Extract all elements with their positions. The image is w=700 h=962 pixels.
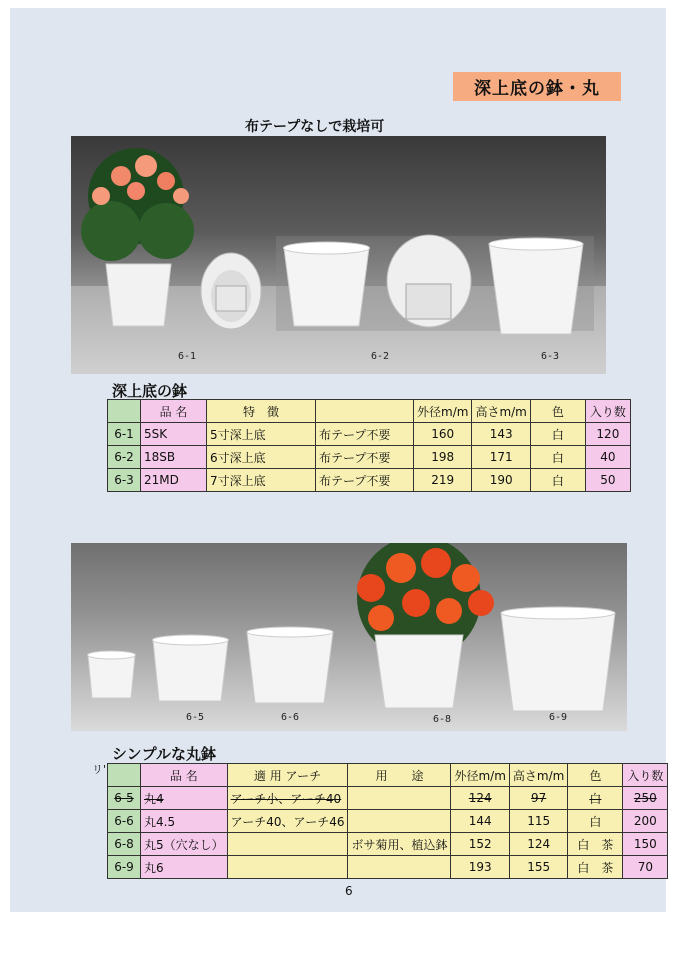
photo-label-6-2: 6-2: [371, 351, 390, 362]
cell-arch: [227, 856, 348, 879]
cell-diameter: 160: [414, 423, 472, 446]
cell-code: 6-1: [108, 423, 141, 446]
section-title-deep-pots: 深上底の鉢: [112, 382, 188, 400]
cell-feature: 5寸深上底: [207, 423, 316, 446]
product-photo-round-pots: [71, 543, 627, 731]
pot-6-5-image: [88, 651, 136, 698]
cell-color: 白 茶: [568, 833, 623, 856]
pot-6-3-image: [489, 238, 583, 334]
spec-table-round-pots: [107, 763, 668, 879]
section-title-round-pots: シンプルな丸鉢: [112, 745, 217, 763]
header-cell: 特 徴: [207, 400, 316, 423]
table-header-row: [108, 764, 668, 787]
photo-label-6-5: 6-5: [186, 712, 205, 723]
header-cell: 用 途: [348, 764, 451, 787]
header-cell: 外径m/m: [451, 764, 509, 787]
cell-height: 124: [509, 833, 567, 856]
photo-label-6-8: 6-8: [433, 714, 452, 725]
table-row: [108, 469, 631, 492]
header-cell: [108, 400, 141, 423]
page-number: 6: [345, 884, 353, 898]
cell-code: 6-2: [108, 446, 141, 469]
table-row: [108, 423, 631, 446]
cell-use: [348, 856, 451, 879]
cell-code: 6-8: [108, 833, 141, 856]
photo-label-6-3: 6-3: [541, 351, 560, 362]
header-cell: 適 用 アーチ: [227, 764, 348, 787]
cell-color: 白: [568, 810, 623, 833]
cell-quantity: 200: [623, 810, 668, 833]
header-cell: 外径m/m: [414, 400, 472, 423]
cell-quantity: 50: [585, 469, 630, 492]
cell-note: 布テープ不要: [316, 423, 414, 446]
pot-6-1-bottom-image: [201, 253, 261, 329]
cell-quantity: 120: [585, 423, 630, 446]
table-row: [108, 856, 668, 879]
cell-quantity: 70: [623, 856, 668, 879]
cell-name: 丸4.5: [141, 810, 228, 833]
photo-label-6-1: 6-1: [178, 351, 197, 362]
photo-label-6-9: 6-9: [549, 712, 568, 723]
header-cell: 色: [568, 764, 623, 787]
cell-quantity: 150: [623, 833, 668, 856]
cell-note: 布テープ不要: [316, 446, 414, 469]
cell-use: [348, 810, 451, 833]
header-cell: 高さm/m: [472, 400, 530, 423]
header-cell: 品 名: [141, 764, 228, 787]
cell-feature: 6寸深上底: [207, 446, 316, 469]
cell-height: 171: [472, 446, 530, 469]
cell-diameter: 144: [451, 810, 509, 833]
cell-color: 白: [530, 469, 585, 492]
cell-name: 丸4: [141, 787, 228, 810]
cell-use: [348, 787, 451, 810]
header-cell: 高さm/m: [509, 764, 567, 787]
table-header-row: [108, 400, 631, 423]
header-cell: 色: [530, 400, 585, 423]
cell-name: 丸5（穴なし）: [141, 833, 228, 856]
cell-code: 6-6: [108, 810, 141, 833]
cell-code: 6-5: [108, 787, 141, 810]
cell-height: 97: [509, 787, 567, 810]
cell-diameter: 193: [451, 856, 509, 879]
cell-color: 白: [530, 423, 585, 446]
photo-label-6-6: 6-6: [281, 712, 300, 723]
cell-name: 21MD: [141, 469, 207, 492]
cell-diameter: 219: [414, 469, 472, 492]
table-row: [108, 810, 668, 833]
cell-color: 白: [568, 787, 623, 810]
product-photo-deep-pots: [71, 136, 606, 374]
cell-name: 5SK: [141, 423, 207, 446]
header-cell: 品 名: [141, 400, 207, 423]
page-subtitle: 布テープなしで栽培可: [245, 119, 385, 135]
cell-height: 115: [509, 810, 567, 833]
cell-arch: アーチ小、アーチ40: [227, 787, 348, 810]
cell-arch: [227, 833, 348, 856]
cell-name: 丸6: [141, 856, 228, 879]
table-row: [108, 833, 668, 856]
header-cell: 入り数: [585, 400, 630, 423]
cell-quantity: 250: [623, 787, 668, 810]
spec-table-deep-pots: [107, 399, 631, 492]
handwritten-mark: リ': [92, 763, 107, 776]
cell-color: 白: [530, 446, 585, 469]
cell-quantity: 40: [585, 446, 630, 469]
cell-feature: 7寸深上底: [207, 469, 316, 492]
cell-use: ボサ菊用、植込鉢: [348, 833, 451, 856]
table-row-struck: [108, 787, 668, 810]
header-cell: [316, 400, 414, 423]
cell-name: 18SB: [141, 446, 207, 469]
pot-6-8-image: [357, 543, 494, 708]
cell-code: 6-9: [108, 856, 141, 879]
cell-code: 6-3: [108, 469, 141, 492]
cell-height: 143: [472, 423, 530, 446]
cell-diameter: 152: [451, 833, 509, 856]
cell-color: 白 茶: [568, 856, 623, 879]
cell-height: 155: [509, 856, 567, 879]
pot-6-9-image: [501, 607, 615, 711]
table-row: [108, 446, 631, 469]
cell-note: 布テープ不要: [316, 469, 414, 492]
header-cell: 入り数: [623, 764, 668, 787]
cell-height: 190: [472, 469, 530, 492]
cell-diameter: 124: [451, 787, 509, 810]
cell-diameter: 198: [414, 446, 472, 469]
page-title: 深上底の鉢・丸: [453, 72, 621, 101]
header-cell: [108, 764, 141, 787]
pot-6-6-image: [153, 627, 334, 703]
cell-arch: アーチ40、アーチ46: [227, 810, 348, 833]
